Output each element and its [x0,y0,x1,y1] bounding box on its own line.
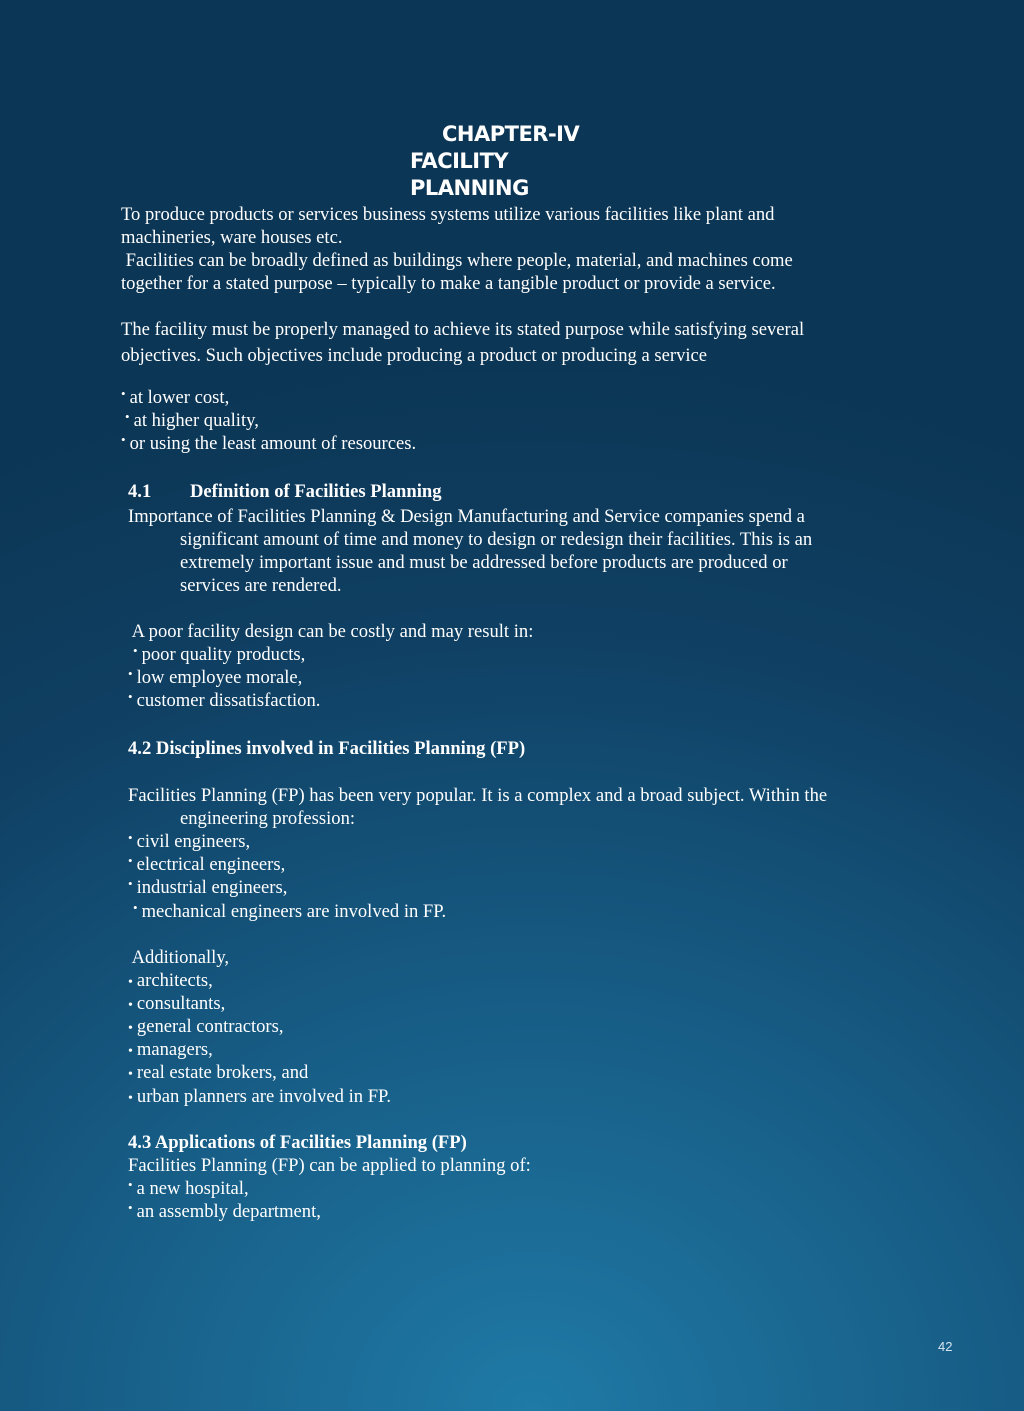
list-item: • urban planners are involved in FP. [128,1086,391,1107]
list-item: • real estate brokers, and [128,1062,309,1083]
bullet-icon: • [133,900,138,915]
section-paragraph-line: A poor facility design can be costly and may result in: [128,621,534,642]
bullet-icon: • [133,643,138,658]
chapter-title-line2: PLANNING [410,176,529,200]
section-heading: 4.2 Disciplines involved in Facilities Planning (FP) [128,738,526,759]
list-item: • an assembly department, [128,1200,321,1222]
intro-paragraph-line: machineries, ware houses etc. [121,227,343,248]
list-item: • at higher quality, [125,409,259,431]
bullet-icon: • [128,853,133,868]
list-item: • consultants, [128,993,226,1014]
section-paragraph-line: Facilities Planning (FP) can be applied to planning of: [128,1155,531,1176]
bullet-icon: • [128,1091,133,1106]
list-item: • architects, [128,970,213,991]
section-paragraph-line: services are rendered. [180,575,342,596]
bullet-icon: • [128,1067,133,1082]
intro-paragraph-line: The facility must be properly managed to achieve its stated purpose while satisfying several [121,319,805,340]
list-item: • managers, [128,1039,213,1060]
section-number: 4.1 [128,481,152,502]
bullet-icon: • [128,975,133,990]
list-item: • low employee morale, [128,666,303,688]
bullet-icon: • [128,876,133,891]
list-item: • or using the least amount of resources. [121,432,417,454]
list-item: • poor quality products, [133,643,306,665]
section-paragraph-line: Importance of Facilities Planning & Design Manufacturing and Service companies spend a [128,506,805,527]
section-paragraph-line: extremely important issue and must be addressed before products are produced or [180,552,788,573]
section-paragraph-line: Additionally, [128,947,230,968]
bullet-icon: • [128,1177,133,1192]
bullet-icon: • [128,830,133,845]
chapter-title-line1: FACILITY [410,149,509,173]
intro-paragraph-line: together for a stated purpose – typically to make a tangible product or provide a service. [121,273,776,294]
section-heading: Definition of Facilities Planning [190,481,442,502]
list-item: • civil engineers, [128,830,251,852]
page-number: 42 [938,1339,953,1354]
bullet-icon: • [121,432,126,447]
intro-paragraph-line: To produce products or services business systems utilize various facilities like plant and [121,204,775,225]
section-paragraph-line: engineering profession: [180,808,356,829]
bullet-icon: • [128,1021,133,1036]
section-paragraph-line: significant amount of time and money to design or redesign their facilities. This is an [180,529,813,550]
section-paragraph-line: Facilities Planning (FP) has been very popular. It is a complex and a broad subject. Within the [128,785,828,806]
section-heading: 4.3 Applications of Facilities Planning (FP) [128,1132,467,1153]
list-item: • industrial engineers, [128,876,288,898]
bullet-icon: • [125,409,130,424]
intro-paragraph-line: objectives. Such objectives include producing a product or producing a service [121,345,708,366]
list-item: • at lower cost, [121,386,230,408]
bullet-icon: • [128,998,133,1013]
bullet-icon: • [128,689,133,704]
list-item: • mechanical engineers are involved in FP. [133,900,447,922]
list-item: • a new hospital, [128,1177,249,1199]
bullet-icon: • [121,386,126,401]
bullet-icon: • [128,666,133,681]
bullet-icon: • [128,1044,133,1059]
list-item: • general contractors, [128,1016,284,1037]
list-item: • electrical engineers, [128,853,286,875]
bullet-icon: • [128,1200,133,1215]
intro-paragraph-line: Facilities can be broadly defined as buildings where people, material, and machines come [121,250,793,271]
list-item: • customer dissatisfaction. [128,689,321,711]
chapter-number: CHAPTER-IV [442,122,580,146]
